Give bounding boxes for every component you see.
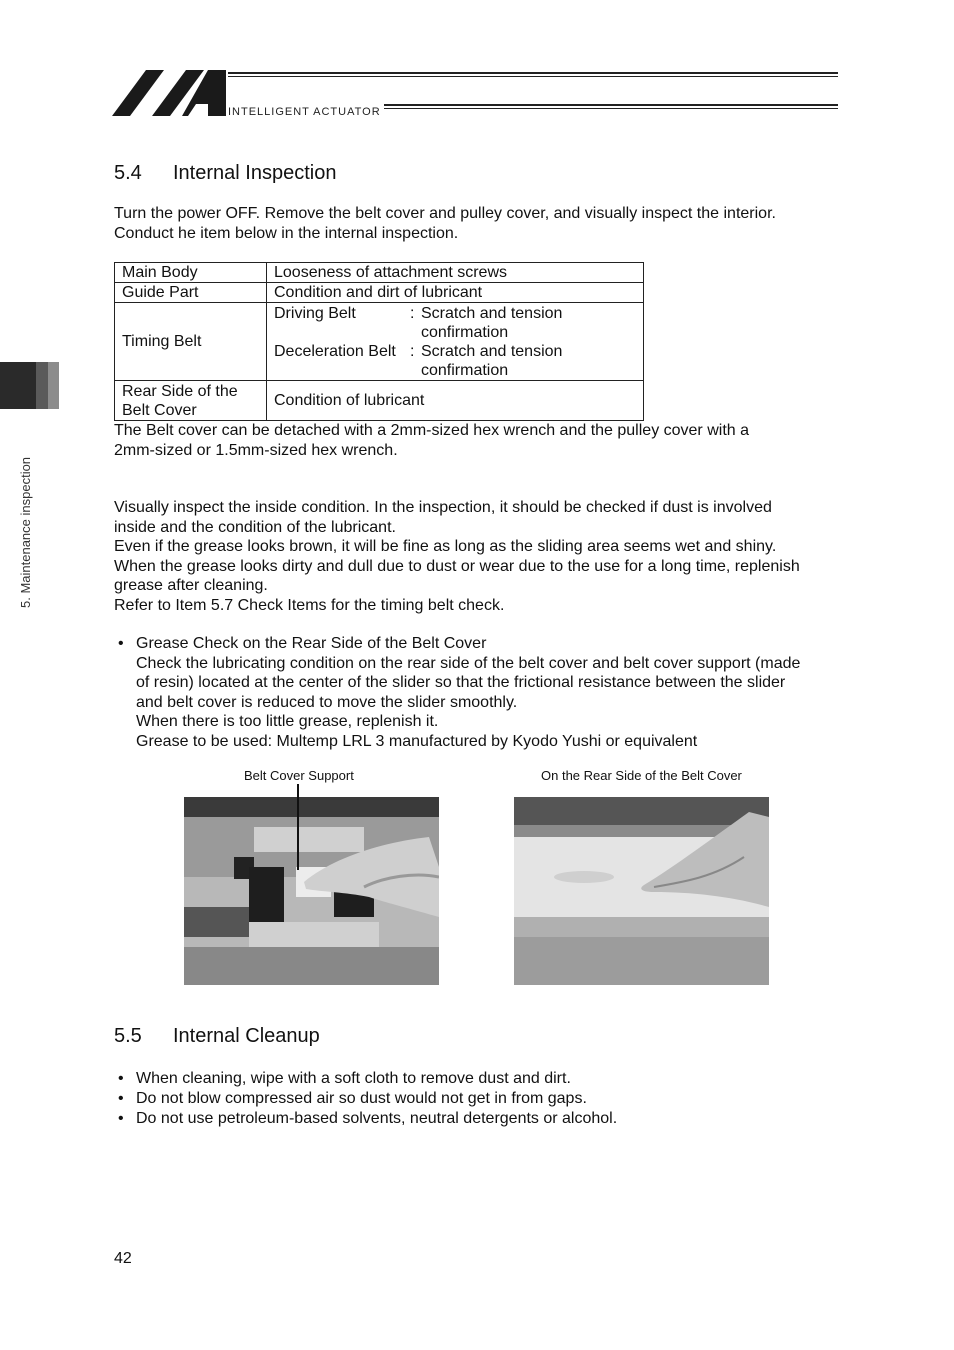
page-number: 42 xyxy=(114,1250,132,1267)
iai-logo xyxy=(112,68,226,118)
note-line: The Belt cover can be detached with a 2mm-sized hex wrench and the pulley cover with a xyxy=(114,422,749,439)
table-row xyxy=(115,263,644,283)
intro-line: Turn the power OFF. Remove the belt cover and pulley cover, and visually inspect the interior. xyxy=(114,205,776,222)
cleanup-list xyxy=(114,1069,844,1129)
bullet-line: Grease to be used: Multemp LRL 3 manufactured by Kyodo Yushi or equivalent xyxy=(136,732,698,750)
driving-belt-label: Driving Belt xyxy=(274,304,356,322)
bullet-line: When there is too little grease, replenish it. xyxy=(136,713,439,730)
bullet-line: Check the lubricating condition on the rear side of the belt cover and belt cover support (made xyxy=(136,654,801,672)
section-title: Internal Inspection xyxy=(173,162,337,184)
header-rule-bottom-thin xyxy=(384,108,838,109)
table-cell-item: Condition and dirt of lubricant xyxy=(267,283,644,303)
bullet-marker: • xyxy=(118,1070,124,1087)
table-cell-part: Guide Part xyxy=(115,283,267,303)
callout-arrow xyxy=(297,784,299,870)
body-line: When the grease looks dirty and dull due to dust or wear due to the use for a long time, replenish xyxy=(114,557,800,575)
table-row xyxy=(115,303,644,381)
driving-belt-row xyxy=(274,304,636,342)
list-item-text: Do not blow compressed air so dust would not get in from gaps. xyxy=(136,1090,587,1107)
header-rule-top-thin xyxy=(228,76,838,77)
section-heading-5-4 xyxy=(114,162,336,185)
separator: : xyxy=(410,342,415,360)
header-rule-bottom xyxy=(384,104,838,106)
table-cell-part: Rear Side of the Belt Cover xyxy=(115,381,267,421)
table-cell-part: Main Body xyxy=(115,263,267,283)
note-line: 2mm-sized or 1.5mm-sized hex wrench. xyxy=(114,441,398,459)
body-line: Refer to Item 5.7 Check Items for the timing belt check. xyxy=(114,596,505,614)
bullet-marker: • xyxy=(118,1110,124,1127)
chapter-tab-light xyxy=(48,362,59,409)
body-line: grease after cleaning. xyxy=(114,577,268,594)
intro-paragraph xyxy=(114,204,844,243)
bullet-line: of resin) located at the center of the slider so that the frictional resistance between the slider xyxy=(136,674,786,691)
list-item-text: When cleaning, wipe with a soft cloth to remove dust and dirt. xyxy=(136,1070,571,1087)
bullet-title: Grease Check on the Rear Side of the Belt Cover xyxy=(136,635,487,652)
table-cell-item xyxy=(267,303,644,381)
list-item xyxy=(114,1109,844,1129)
body-line: inside and the condition of the lubricant. xyxy=(114,518,396,536)
bullet-marker: • xyxy=(118,1090,124,1107)
deceleration-belt-label: Deceleration Belt xyxy=(274,342,396,360)
grease-check-bullet xyxy=(114,634,854,751)
photo-rear-side-belt-cover xyxy=(514,797,769,985)
table-cell-item: Condition of lubricant xyxy=(267,381,644,421)
bullet-line: and belt cover is reduced to move the slider smoothly. xyxy=(136,693,518,711)
list-item-text: Do not use petroleum-based solvents, neutral detergents or alcohol. xyxy=(136,1110,618,1127)
note-paragraph xyxy=(114,421,844,460)
body-line: Visually inspect the inside condition. In the inspection, it should be checked if dust is involved xyxy=(114,499,772,516)
section-number: 5.4 xyxy=(114,162,142,184)
photo-caption-right: On the Rear Side of the Belt Cover xyxy=(541,768,742,783)
list-item xyxy=(114,1089,844,1109)
table-row xyxy=(115,283,644,303)
body-paragraph xyxy=(114,498,854,615)
photo-caption-left: Belt Cover Support xyxy=(244,768,354,783)
separator: : xyxy=(410,304,415,322)
deceleration-belt-row xyxy=(274,342,636,380)
section-title: Internal Cleanup xyxy=(173,1025,320,1047)
intro-line: Conduct he item below in the internal inspection. xyxy=(114,224,459,242)
photo-belt-cover-support xyxy=(184,797,439,985)
driving-belt-value: Scratch and tension confirmation xyxy=(421,304,563,341)
deceleration-belt-value: Scratch and tension confirmation xyxy=(421,342,563,379)
list-item xyxy=(114,634,854,654)
bullet-marker: • xyxy=(118,635,124,652)
chapter-label: 5. Maintenance inspection xyxy=(18,456,33,608)
section-number: 5.5 xyxy=(114,1025,142,1047)
table-cell-item: Looseness of attachment screws xyxy=(267,263,644,283)
body-line: Even if the grease looks brown, it will be fine as long as the sliding area seems wet and shiny. xyxy=(114,538,777,555)
table-row xyxy=(115,381,644,421)
logo-text: INTELLIGENT ACTUATOR xyxy=(228,106,381,118)
chapter-tab-dark xyxy=(0,362,36,409)
section-heading-5-5 xyxy=(114,1025,320,1048)
table-cell-part: Timing Belt xyxy=(115,303,267,381)
header-rule-top xyxy=(228,72,838,74)
list-item xyxy=(114,1069,844,1089)
chapter-tab-mid xyxy=(36,362,48,409)
inspection-table xyxy=(114,262,644,421)
